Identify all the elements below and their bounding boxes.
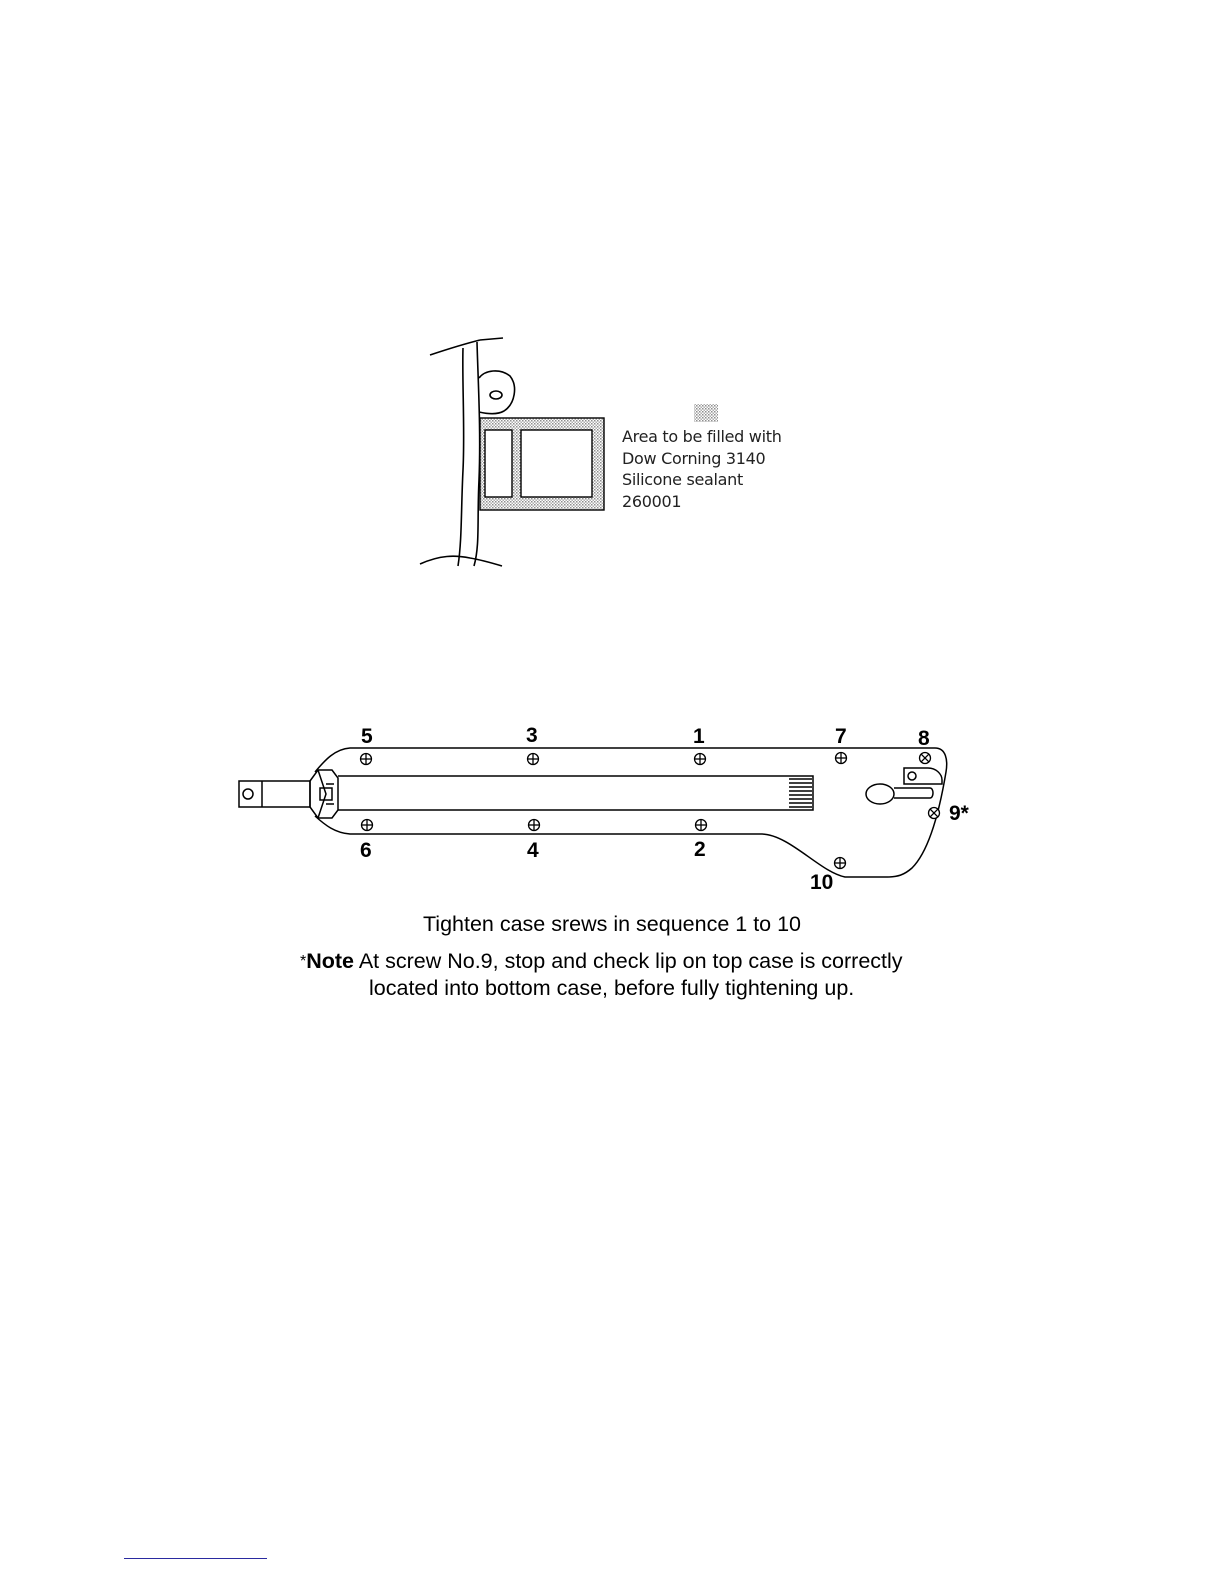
screw-9-mark [927, 806, 941, 820]
screw-4-mark [527, 818, 541, 832]
nose-cone [310, 770, 338, 818]
screw-8-mark [918, 751, 932, 765]
note-asterisk: * [300, 953, 307, 970]
screw-5-label: 5 [361, 725, 373, 748]
note-label: Note [306, 949, 355, 973]
legend-line: 260001 [622, 491, 682, 511]
screw-4-label: 4 [527, 839, 539, 862]
screw-9-label: 9* [949, 802, 969, 825]
screw-2-label: 2 [694, 838, 706, 861]
screw-7-label: 7 [835, 725, 847, 748]
screw-8-label: 8 [918, 727, 930, 750]
legend-line: Dow Corning 3140 [622, 448, 766, 468]
probe-tip-hole [243, 789, 253, 799]
grip-lines [789, 779, 812, 807]
note-line-1 [300, 948, 1000, 975]
screw-6-label: 6 [360, 839, 372, 862]
screw-10-mark [833, 856, 847, 870]
note-text-line-2: located into bottom case, before fully tightening up. [369, 976, 855, 1000]
note-block [300, 948, 1000, 1002]
probe-tip [239, 781, 310, 807]
sequence-caption: Tighten case srews in sequence 1 to 10 [422, 912, 802, 936]
screw-6-mark [360, 818, 374, 832]
screw-10-label: 10 [810, 871, 834, 894]
screw-3-mark [526, 752, 540, 766]
switch-slot [866, 768, 942, 804]
screw-2-mark [694, 818, 708, 832]
screw-7-mark [834, 751, 848, 765]
inner-channel [338, 776, 813, 810]
legend-line: Silicone sealant [622, 470, 743, 489]
screw-3-label: 3 [526, 724, 538, 747]
footnote-rule [124, 1558, 267, 1559]
screw-1-label: 1 [693, 725, 705, 748]
case-outline [315, 748, 947, 877]
legend-line: Area to be filled with [622, 427, 782, 446]
screw-1-mark [693, 752, 707, 766]
screw-5-mark [359, 752, 373, 766]
note-text-line-1: At screw No.9, stop and check lip on top case is correctly [358, 949, 903, 973]
